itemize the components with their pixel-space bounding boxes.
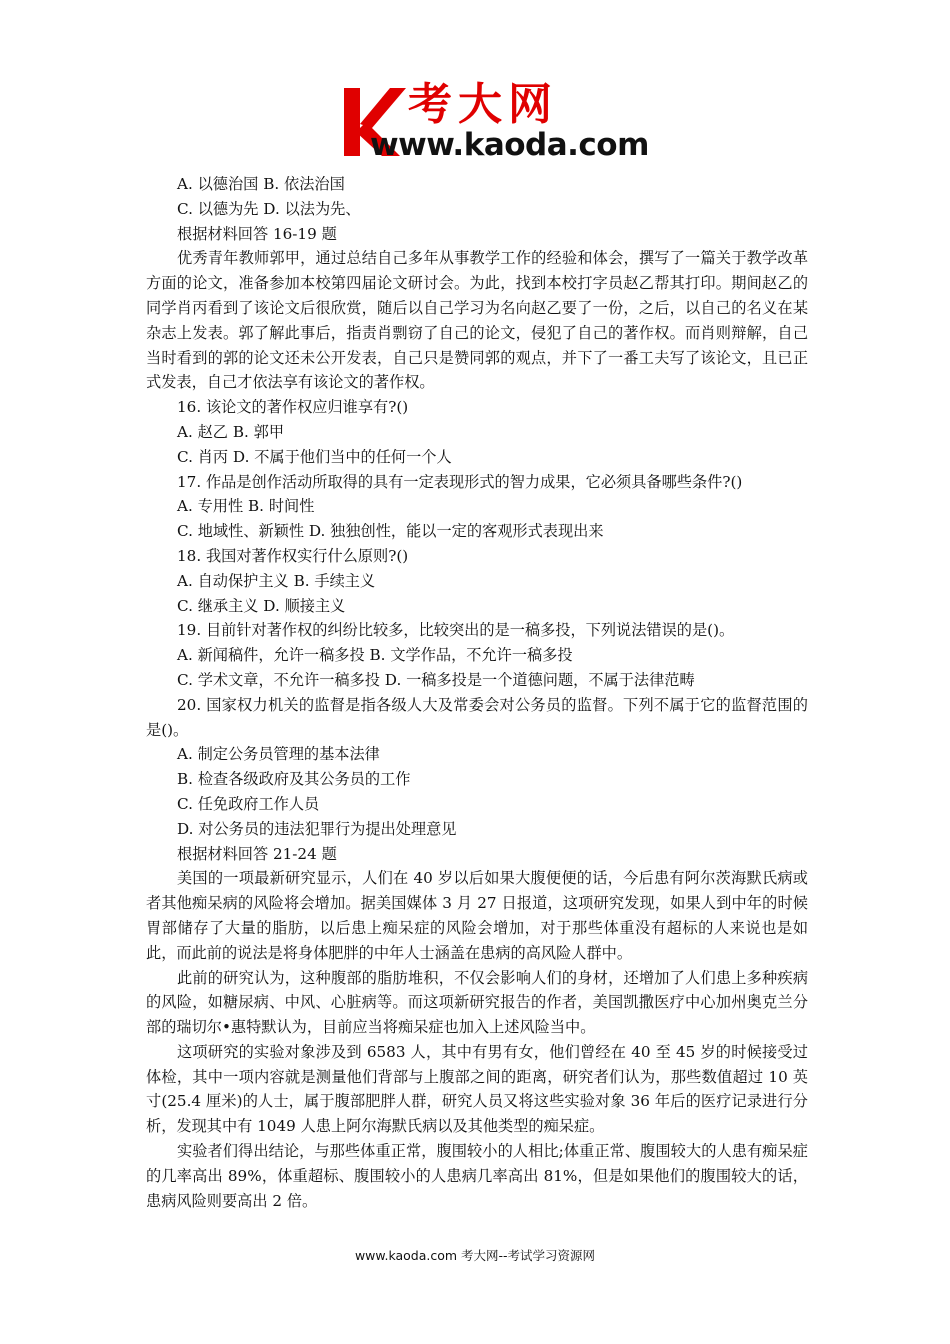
paragraph: 此前的研究认为，这种腹部的脂肪堆积，不仅会影响人们的身材，还增加了人们患上多种疾病的风险，如糖尿病、中风、心脏病等。而这项新研究报告的作者，美国凯撒医疗中心加州奥克兰分部的瑞切尔•惠特默认为，目前应当将痴呆症也加入上述风险当中。 [146,968,808,1037]
paragraph: 优秀青年教师郭甲，通过总结自己多年从事教学工作的经验和体会，撰写了一篇关于教学改革方面的论文，准备参加本校第四届论文研讨会。为此，找到本校打字员赵乙帮其打印。期间赵乙的同学肖丙看到了该论文后很欣赏，随后以自己学习为名向赵乙要了一份，之后，以自己的名义在某杂志上发表。郭了解此事后，指责肖剽窃了自己的论文，侵犯了自己的著作权。而肖则辩解，自己当时看到的郭的论文还未公开发表，自己只是赞同郭的观点，并下了一番工夫写了该论文，且已正式发表，自己才依法享有该论文的著作权。 [146,249,808,392]
paragraph: 这项研究的实验对象涉及到 6583 人，其中有男有女，他们曾经在 40 至 45 岁的时候接受过体检，其中一项内容就是测量他们背部与上腹部之间的距离，研究者们认为，那些数值超过 10 英寸(25.4 厘米)的人士，属于腹部肥胖人群，研究人员又将这些实验对象 36 年后的医疗记录进行分析，发现其中有 1049 人患上阿尔海默氏病以及其他类型的痴呆症。 [146,1042,808,1136]
text-line: 根据材料回答 21-24 题 [177,844,337,863]
paragraph: 实验者们得出结论，与那些体重正常，腹围较小的人相比;体重正常、腹围较大的人患有痴呆症的几率高出 89%，体重超标、腹围较小的人患病几率高出 81%，但是如果他们的腹围较大的话，患病风险则要高出 2 倍。 [146,1142,808,1210]
paragraph: 20. 国家权力机关的监督是指各级人大及常委会对公务员的监督。下列不属于它的监督范围的是()。 [146,695,808,739]
text-line: C. 继承主义 D. 顺接主义 [177,596,346,615]
text-line: 17. 作品是创作活动所取得的具有一定表现形式的智力成果，它必须具备哪些条件?() [177,472,743,491]
paragraph: 美国的一项最新研究显示，人们在 40 岁以后如果大腹便便的话，今后患有阿尔茨海默氏病或者其他痴呆病的风险将会增加。据美国媒体 3 月 27 日报道，这项研究发现，如果人到中年的时候胃部储存了大量的脂肪，以后患上痴呆症的风险会增加，对于那些体重没有超标的人来说也是如此，而此前的说法是将身体肥胖的中年人士涵盖在患病的高风险人群中。 [146,869,808,962]
text-line: C. 地域性、新颖性 D. 独独创性，能以一定的客观形式表现出来 [177,522,604,541]
text-line: 19. 目前针对著作权的纠纷比较多，比较突出的是一稿多投，下列说法错误的是()。 [177,621,735,640]
text-line: C. 肖丙 D. 不属于他们当中的任何一个人 [177,447,452,466]
logo-name: 考大网 [408,79,558,130]
text-line: C. 以德为先 D. 以法为先、 [177,199,361,218]
text-line: C. 学术文章，不允许一稿多投 D. 一稿多投是一个道德问题，不属于法律范畴 [177,670,695,689]
text-line: A. 自动保护主义 B. 手续主义 [177,571,376,590]
text-line: 16. 该论文的著作权应归谁享有?() [177,398,409,417]
text-line: D. 对公务员的违法犯罪行为提出处理意见 [177,819,457,838]
document-body [146,172,808,1213]
kaoda-logo [340,79,660,163]
text-line: A. 制定公务员管理的基本法律 [177,745,380,764]
page-footer: www.kaoda.com 考大网--考试学习资源网 [354,1248,596,1263]
text-line: A. 以德治国 B. 依法治国 [177,175,345,193]
text-line: A. 新闻稿件，允许一稿多投 B. 文学作品，不允许一稿多投 [177,646,573,665]
text-line: 18. 我国对著作权实行什么原则?() [177,546,409,565]
text-line: A. 专用性 B. 时间性 [177,497,315,516]
text-line: 根据材料回答 16-19 题 [177,224,337,243]
logo-url: www.kaoda.com [370,127,649,163]
text-line: B. 检查各级政府及其公务员的工作 [177,770,411,789]
text-line: A. 赵乙 B. 郭甲 [177,422,285,441]
text-line: C. 任免政府工作人员 [177,794,320,813]
